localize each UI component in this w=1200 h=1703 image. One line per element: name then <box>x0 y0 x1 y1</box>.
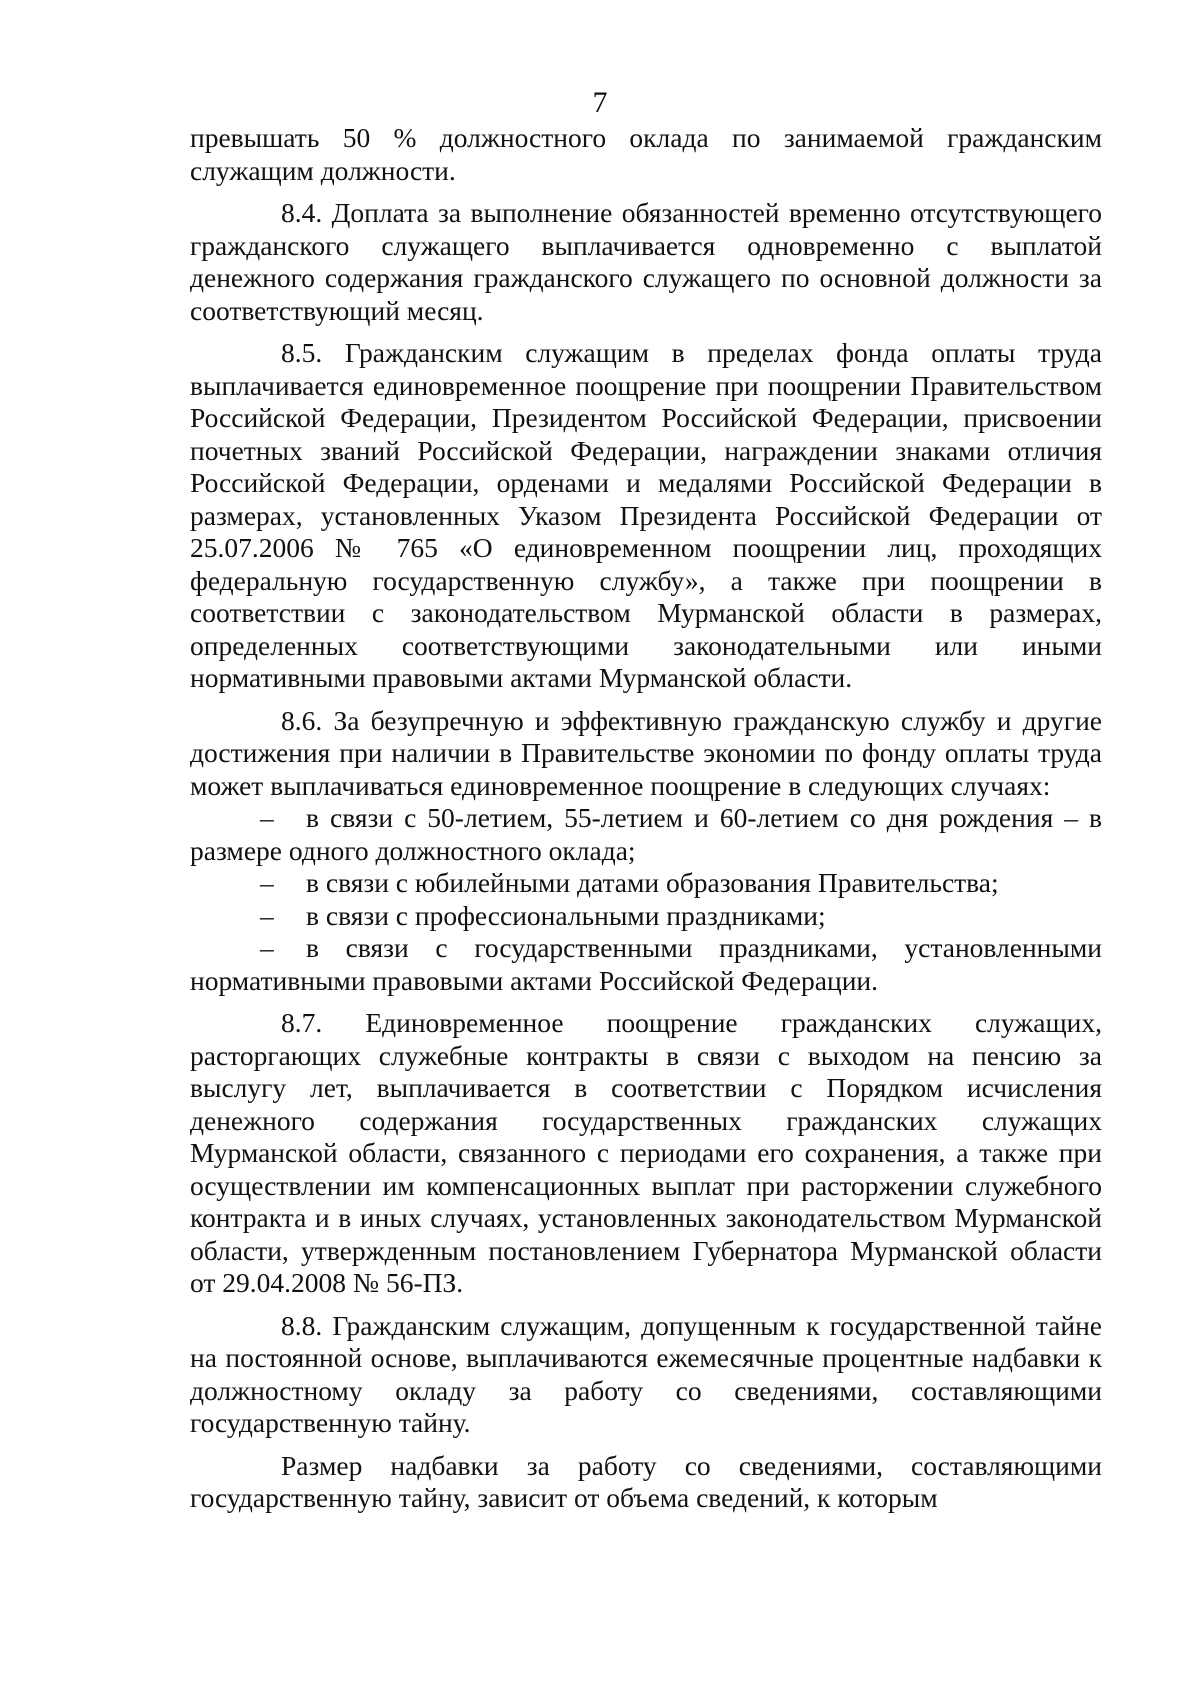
list-item <box>190 900 1102 933</box>
paragraph-8-4: 8.4. Доплата за выполнение обязанностей временно отсутствующего гражданского служащего выплачивается одновременно с выплатой денежного содержания гражданского служащего по основной должности за соответствующий месяц. <box>190 197 1102 326</box>
paragraph-continuation: превышать 50 % должностного оклада по занимаемой гражданским служащим должности. <box>190 122 1102 186</box>
dash-marker: – <box>260 899 274 931</box>
list-item-text: в связи с юбилейными датами образования Правительства; <box>306 867 999 898</box>
paragraph-8-7: 8.7. Единовременное поощрение гражданских служащих, расторгающих служебные контракты в связи с выходом на пенсию за выслугу лет, выплачивается в соответствии с Порядком исчисления денежного содержания государственных гражданских служащих Мурманской области, связанного с периодами его сохранения, а также при осуществлении им компенсационных выплат при расторжении служебного контракта и в иных случаях, установленных законодательством Мурманской области, утвержденным постановлением Губернатора Мурманской области от 29.04.2008 № 56-ПЗ. <box>190 1007 1102 1298</box>
paragraph-8-5: 8.5. Гражданским служащим в пределах фонда оплаты труда выплачивается единовременное поощрение при поощрении Правительством Российской Федерации, Президентом Российской Федерации, присвоении почетных званий Российской Федерации, награждении знаками отличия Российской Федерации, орденами и медалями Российской Федерации в размерах, установленных Указом Президента Российской Федерации от 25.07.2006 № 765 «О единовременном поощрении лиц, проходящих федеральную государственную службу», а также при поощрении в соответствии с законодательством Мурманской области в размерах, определенных соответствующими законодательными или иными нормативными правовыми актами Мурманской области. <box>190 337 1102 693</box>
paragraph-8-8: 8.8. Гражданским служащим, допущенным к государственной тайне на постоянной основе, выплачиваются ежемесячные процентные надбавки к должностному окладу за работу со сведениями, составляющими государственную тайну. <box>190 1309 1102 1438</box>
list-item <box>190 932 1102 997</box>
list-item <box>190 802 1102 867</box>
document-body <box>190 122 1102 1515</box>
list-item-text: в связи с профессиональными праздниками; <box>306 899 826 931</box>
dash-marker: – <box>260 932 274 963</box>
paragraph-allowance-size: Размер надбавки за работу со сведениями, составляющими государственную тайну, зависит от объема сведений, к которым <box>190 1449 1102 1513</box>
paragraph-8-6: 8.6. За безупречную и эффективную гражданскую службу и другие достижения при наличии в Правительстве экономии по фонду оплаты труда может выплачиваться единовременное поощрение в следующих случаях: <box>190 704 1102 801</box>
list-item-text: в связи с государственными праздниками, установленными нормативными правовыми актами Российской Федерации. <box>190 932 1102 996</box>
list-item-text: в связи с 50-летием, 55-летием и 60-летием со дня рождения – в размере одного должностного оклада; <box>190 802 1102 866</box>
dash-marker: – <box>260 867 274 898</box>
dash-marker: – <box>260 802 274 833</box>
page-number: 7 <box>592 86 608 119</box>
list-item <box>190 867 1102 900</box>
